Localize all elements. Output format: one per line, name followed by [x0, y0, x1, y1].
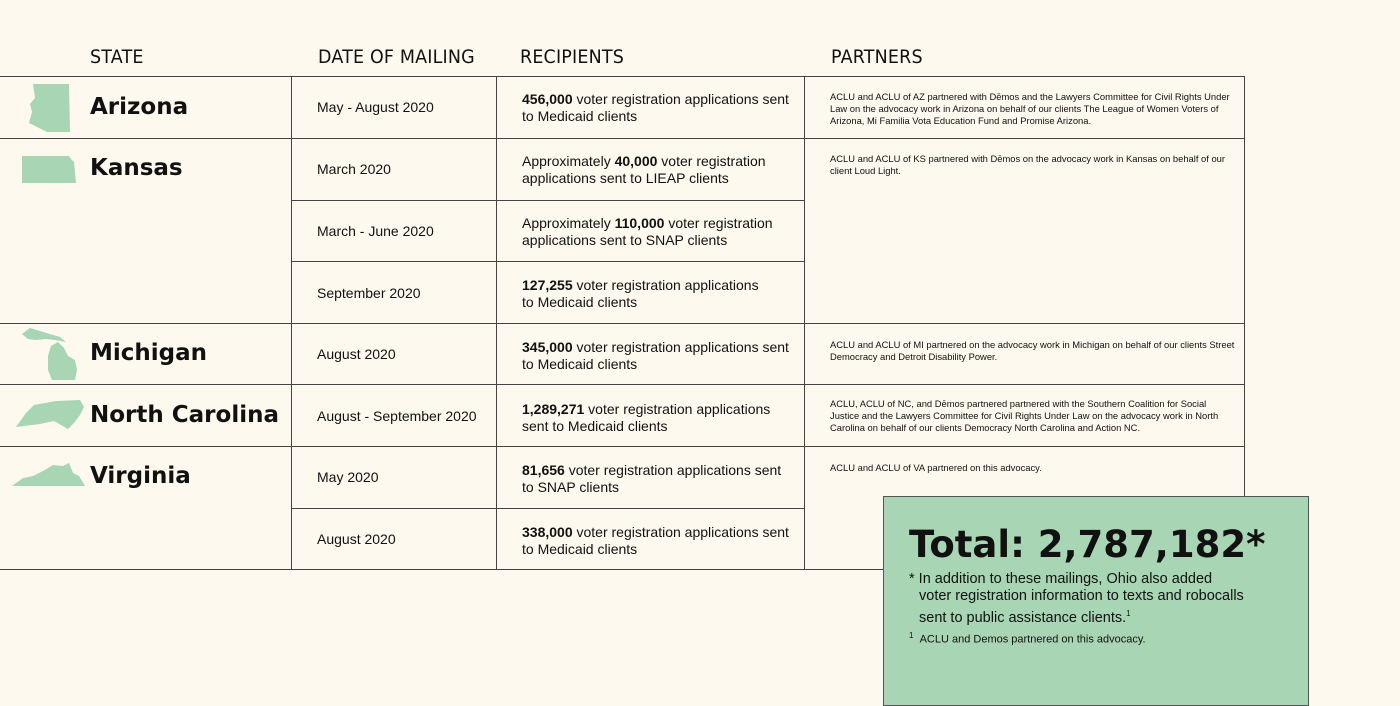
mailing-date: March 2020 [317, 161, 391, 177]
partners-michigan: ACLU and ACLU of MI partnered on the advocacy work in Michigan on behalf of our clients Street Democracy and Detroit Disability Power. [830, 339, 1235, 362]
table-line [0, 138, 1245, 139]
table-divider [496, 76, 497, 570]
mailing-date: May 2020 [317, 469, 379, 485]
north-carolina-shape [14, 397, 86, 431]
kansas-shape [21, 154, 77, 184]
partners-kansas: ACLU and ACLU of KS partnered with Dēmos on the advocacy work in Kansas on behalf of our client Loud Light. [830, 153, 1226, 176]
header-state: STATE [90, 46, 144, 68]
mailing-date: September 2020 [317, 285, 421, 301]
recipients-cell: Approximately 110,000 voter registration applications sent to SNAP clients [522, 215, 773, 248]
table-line [292, 508, 805, 509]
partners-arizona: ACLU and ACLU of AZ partnered with Dēmos and the Lawyers Committee for Civil Rights Under Law on the advocacy work in Arizona on behalf of our clients The League of Women Voters of Arizona, Mi Familia Vota Education Fund and Promise Arizona. [830, 91, 1230, 126]
state-virginia: Virginia [90, 463, 191, 489]
total-footnote: * In addition to these mailings, Ohio also added voter registration information to texts and robocalls sent to public assistance clients.$^1$ [909, 571, 1244, 626]
mailing-date: August 2020 [317, 531, 396, 547]
arizona-shape [27, 82, 73, 134]
recipients-cell: 81,656 voter registration applications sent to SNAP clients [522, 462, 782, 495]
state-kansas: Kansas [90, 155, 183, 181]
partners-virginia: ACLU and ACLU of VA partnered on this advocacy. [830, 462, 1042, 473]
recipients-cell: 127,255 voter registration applications to Medicaid clients [522, 277, 759, 310]
state-arizona: Arizona [90, 94, 189, 120]
total-box [883, 496, 1309, 706]
table-divider [291, 76, 292, 570]
recipients-cell: 1,289,271 voter registration applications sent to Medicaid clients [522, 401, 771, 434]
header-date-of-mailing: DATE OF MAILING [318, 46, 475, 68]
michigan-shape [20, 326, 80, 382]
table-line [0, 384, 1245, 385]
mailing-date: May - August 2020 [317, 99, 434, 115]
table-line [292, 200, 805, 201]
total-title: Total: 2,787,182* [909, 523, 1266, 566]
recipients-cell: 345,000 voter registration applications sent to Medicaid clients [522, 339, 789, 372]
table-divider [804, 76, 805, 570]
table-line-bottom [0, 569, 884, 570]
table-divider [1244, 76, 1245, 497]
recipients-cell: Approximately 40,000 voter registration applications sent to LIEAP clients [522, 153, 766, 186]
total-source-note: $^1$ ACLU and Demos partnered on this advocacy. [909, 631, 1146, 646]
table-line-top [0, 76, 1245, 77]
recipients-cell: 338,000 voter registration applications sent to Medicaid clients [522, 524, 789, 557]
state-north-carolina: North Carolina [90, 402, 279, 428]
header-partners: PARTNERS [831, 46, 923, 68]
state-michigan: Michigan [90, 340, 208, 366]
table-line [0, 446, 1245, 447]
table-line [0, 323, 1245, 324]
virginia-shape [11, 462, 87, 488]
mailing-date: August 2020 [317, 346, 396, 362]
partners-north-carolina: ACLU, ACLU of NC, and Dēmos partnered partnered with the Southern Coalition for Social Justice and the Lawyers Committee for Civil Rights Under Law on the advocacy work in North Carolina on behalf of our clients Democracy North Carolina and Action NC. [830, 398, 1219, 433]
header-recipients: RECIPIENTS [520, 46, 624, 68]
mailing-date: August - September 2020 [317, 408, 477, 424]
recipients-cell: 456,000 voter registration applications sent to Medicaid clients [522, 91, 789, 124]
table-line [292, 261, 805, 262]
mailing-date: March - June 2020 [317, 223, 434, 239]
